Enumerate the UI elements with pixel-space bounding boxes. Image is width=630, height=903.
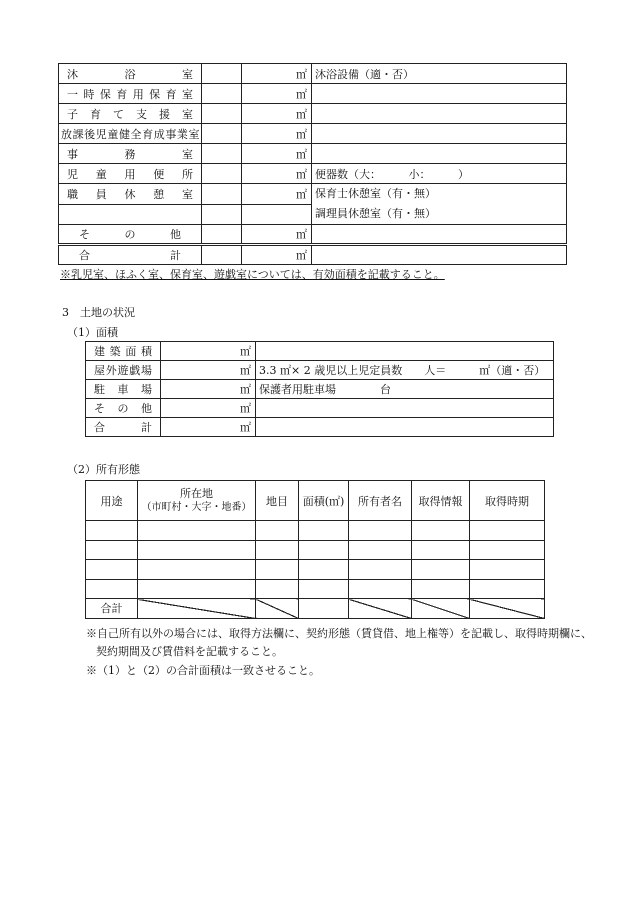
remark-toilet-count: 便器数（大： 小： ） bbox=[312, 164, 567, 184]
ownership-note-2: ※（1）と（2）の合計面積は一致させること。 bbox=[86, 664, 320, 677]
input-cell[interactable] bbox=[138, 560, 256, 580]
table-row bbox=[59, 164, 567, 184]
remark-cell bbox=[256, 399, 554, 418]
room-note: ※乳児室、ほふく室、保育室、遊戯室については、有効面積を記載すること。 bbox=[60, 268, 445, 281]
unit-label: ㎡ bbox=[242, 245, 312, 265]
input-cell[interactable] bbox=[412, 560, 470, 580]
table-row bbox=[59, 225, 567, 245]
header-acquisition-info: 取得情報 bbox=[412, 481, 470, 521]
table-row bbox=[86, 418, 554, 437]
area-input-cell[interactable] bbox=[202, 104, 242, 124]
input-cell[interactable] bbox=[412, 540, 470, 560]
table-row bbox=[86, 540, 545, 560]
header-location bbox=[138, 481, 256, 521]
table-row bbox=[86, 521, 545, 541]
diagonal-cell bbox=[470, 599, 545, 619]
ownership-total-label: 合計 bbox=[86, 599, 138, 619]
input-cell[interactable] bbox=[349, 560, 412, 580]
header-location-label: 所在地 bbox=[180, 486, 213, 500]
ownership-note-1: ※自己所有以外の場合には、取得方法欄に、契約形態（賃貸借、地上権等）を記載し、取得時期欄に、 bbox=[86, 627, 592, 640]
input-cell[interactable] bbox=[349, 540, 412, 560]
unit-label: ㎡ bbox=[242, 104, 312, 124]
input-cell[interactable] bbox=[412, 521, 470, 541]
blank-unit-cell bbox=[242, 204, 312, 225]
room-name-toilet: 児童用便所 bbox=[59, 164, 202, 184]
header-location-sub: （市町村・大字・地番） bbox=[141, 501, 252, 513]
table-row bbox=[86, 399, 554, 418]
area-input-cell[interactable] bbox=[202, 84, 242, 104]
input-cell[interactable] bbox=[470, 579, 545, 599]
input-cell[interactable] bbox=[86, 521, 138, 541]
room-name-other: その他 bbox=[59, 225, 202, 245]
land-area-table bbox=[85, 341, 554, 437]
header-land-category: 地目 bbox=[256, 481, 299, 521]
unit-label: ㎡ bbox=[161, 342, 256, 361]
room-name-staff-rest: 職員休憩室 bbox=[59, 184, 202, 205]
unit-label: ㎡ bbox=[242, 124, 312, 144]
input-cell[interactable] bbox=[86, 540, 138, 560]
table-row bbox=[59, 144, 567, 164]
diagonal-cell bbox=[138, 599, 256, 619]
room-name-temp-nursery: 一時保育用保育室 bbox=[59, 84, 202, 104]
table-row bbox=[86, 560, 545, 580]
area-input-cell[interactable] bbox=[202, 124, 242, 144]
unit-label: ㎡ bbox=[242, 184, 312, 205]
input-cell[interactable] bbox=[349, 579, 412, 599]
remark-cell bbox=[256, 418, 554, 437]
remark-parking: 保護者用駐車場 台 bbox=[256, 380, 554, 399]
input-cell[interactable] bbox=[256, 579, 299, 599]
remark-cook-rest: 調理員休憩室（有・無） bbox=[315, 207, 436, 220]
room-name-office: 事務室 bbox=[59, 144, 202, 164]
table-row bbox=[86, 361, 554, 380]
room-area-table bbox=[58, 63, 567, 265]
area-input-cell[interactable] bbox=[202, 184, 242, 205]
input-cell[interactable] bbox=[256, 560, 299, 580]
diagonal-cell bbox=[349, 599, 412, 619]
input-cell[interactable] bbox=[299, 579, 349, 599]
input-cell[interactable] bbox=[470, 521, 545, 541]
remark-bathing: 沐浴設備（適・否） bbox=[312, 64, 567, 84]
remark-cell bbox=[312, 144, 567, 164]
input-cell[interactable] bbox=[470, 540, 545, 560]
unit-label: ㎡ bbox=[242, 164, 312, 184]
area-input-cell[interactable] bbox=[202, 204, 242, 225]
section-heading: 3 土地の状況 bbox=[62, 306, 135, 319]
table-row bbox=[86, 342, 554, 361]
table-row bbox=[59, 124, 567, 144]
table-row bbox=[59, 64, 567, 84]
input-cell[interactable] bbox=[138, 540, 256, 560]
area-input-cell[interactable] bbox=[202, 245, 242, 265]
blank-name-cell[interactable] bbox=[59, 204, 202, 225]
table-row bbox=[59, 245, 567, 265]
remark-cell bbox=[312, 124, 567, 144]
input-cell[interactable] bbox=[349, 521, 412, 541]
room-total-label: 合計 bbox=[59, 245, 202, 265]
input-cell[interactable] bbox=[256, 540, 299, 560]
input-cell[interactable] bbox=[138, 521, 256, 541]
land-name-parking: 駐車場 bbox=[86, 380, 161, 399]
table-row bbox=[59, 184, 567, 205]
header-acquisition-date: 取得時期 bbox=[470, 481, 545, 521]
unit-label: ㎡ bbox=[161, 380, 256, 399]
remark-staff-rest bbox=[312, 184, 567, 225]
input-cell[interactable] bbox=[138, 579, 256, 599]
table-header-row bbox=[86, 481, 545, 521]
ownership-note-1-cont: 契約期間及び賃借料を記載すること。 bbox=[96, 645, 283, 658]
input-cell[interactable] bbox=[86, 579, 138, 599]
room-name-afterschool: 放課後児童健全育成事業室 bbox=[59, 124, 202, 144]
remark-cell bbox=[312, 104, 567, 124]
remark-cell bbox=[312, 245, 567, 265]
ownership-table bbox=[85, 480, 545, 619]
unit-label: ㎡ bbox=[242, 144, 312, 164]
unit-label: ㎡ bbox=[242, 84, 312, 104]
remark-outdoor-play: 3.3 ㎡× 2 歳児以上児定員数 人＝ ㎡（適・否） bbox=[256, 361, 554, 380]
unit-label: ㎡ bbox=[161, 399, 256, 418]
room-name-bathing: 沐浴室 bbox=[59, 64, 202, 84]
land-name-other: その他 bbox=[86, 399, 161, 418]
input-cell[interactable] bbox=[299, 540, 349, 560]
table-row bbox=[86, 599, 545, 619]
diagonal-cell bbox=[412, 599, 470, 619]
total-area-input[interactable] bbox=[299, 599, 349, 619]
remark-cell bbox=[256, 342, 554, 361]
unit-label: ㎡ bbox=[242, 225, 312, 245]
table-row bbox=[59, 104, 567, 124]
land-total-label: 合計 bbox=[86, 418, 161, 437]
header-use: 用途 bbox=[86, 481, 138, 521]
remark-cell bbox=[312, 84, 567, 104]
subsection-ownership-heading: （2）所有形態 bbox=[67, 463, 140, 476]
area-input-cell[interactable] bbox=[202, 164, 242, 184]
header-owner: 所有者名 bbox=[349, 481, 412, 521]
table-row bbox=[59, 84, 567, 104]
remark-nursery-rest: 保育士休憩室（有・無） bbox=[315, 187, 436, 200]
input-cell[interactable] bbox=[86, 560, 138, 580]
unit-label: ㎡ bbox=[161, 361, 256, 380]
input-cell[interactable] bbox=[470, 560, 545, 580]
unit-label: ㎡ bbox=[242, 64, 312, 84]
land-name-building: 建築面積 bbox=[86, 342, 161, 361]
input-cell[interactable] bbox=[299, 560, 349, 580]
input-cell[interactable] bbox=[412, 579, 470, 599]
area-input-cell[interactable] bbox=[202, 64, 242, 84]
room-name-childcare-support: 子育て支援室 bbox=[59, 104, 202, 124]
land-name-outdoor-play: 屋外遊戯場 bbox=[86, 361, 161, 380]
input-cell[interactable] bbox=[256, 521, 299, 541]
subsection-area-heading: （1）面積 bbox=[67, 326, 118, 339]
area-input-cell[interactable] bbox=[202, 144, 242, 164]
table-row bbox=[86, 579, 545, 599]
remark-cell bbox=[312, 225, 567, 245]
area-input-cell[interactable] bbox=[202, 225, 242, 245]
header-area: 面積(㎡) bbox=[299, 481, 349, 521]
diagonal-cell bbox=[256, 599, 299, 619]
unit-label: ㎡ bbox=[161, 418, 256, 437]
table-row bbox=[86, 380, 554, 399]
input-cell[interactable] bbox=[299, 521, 349, 541]
